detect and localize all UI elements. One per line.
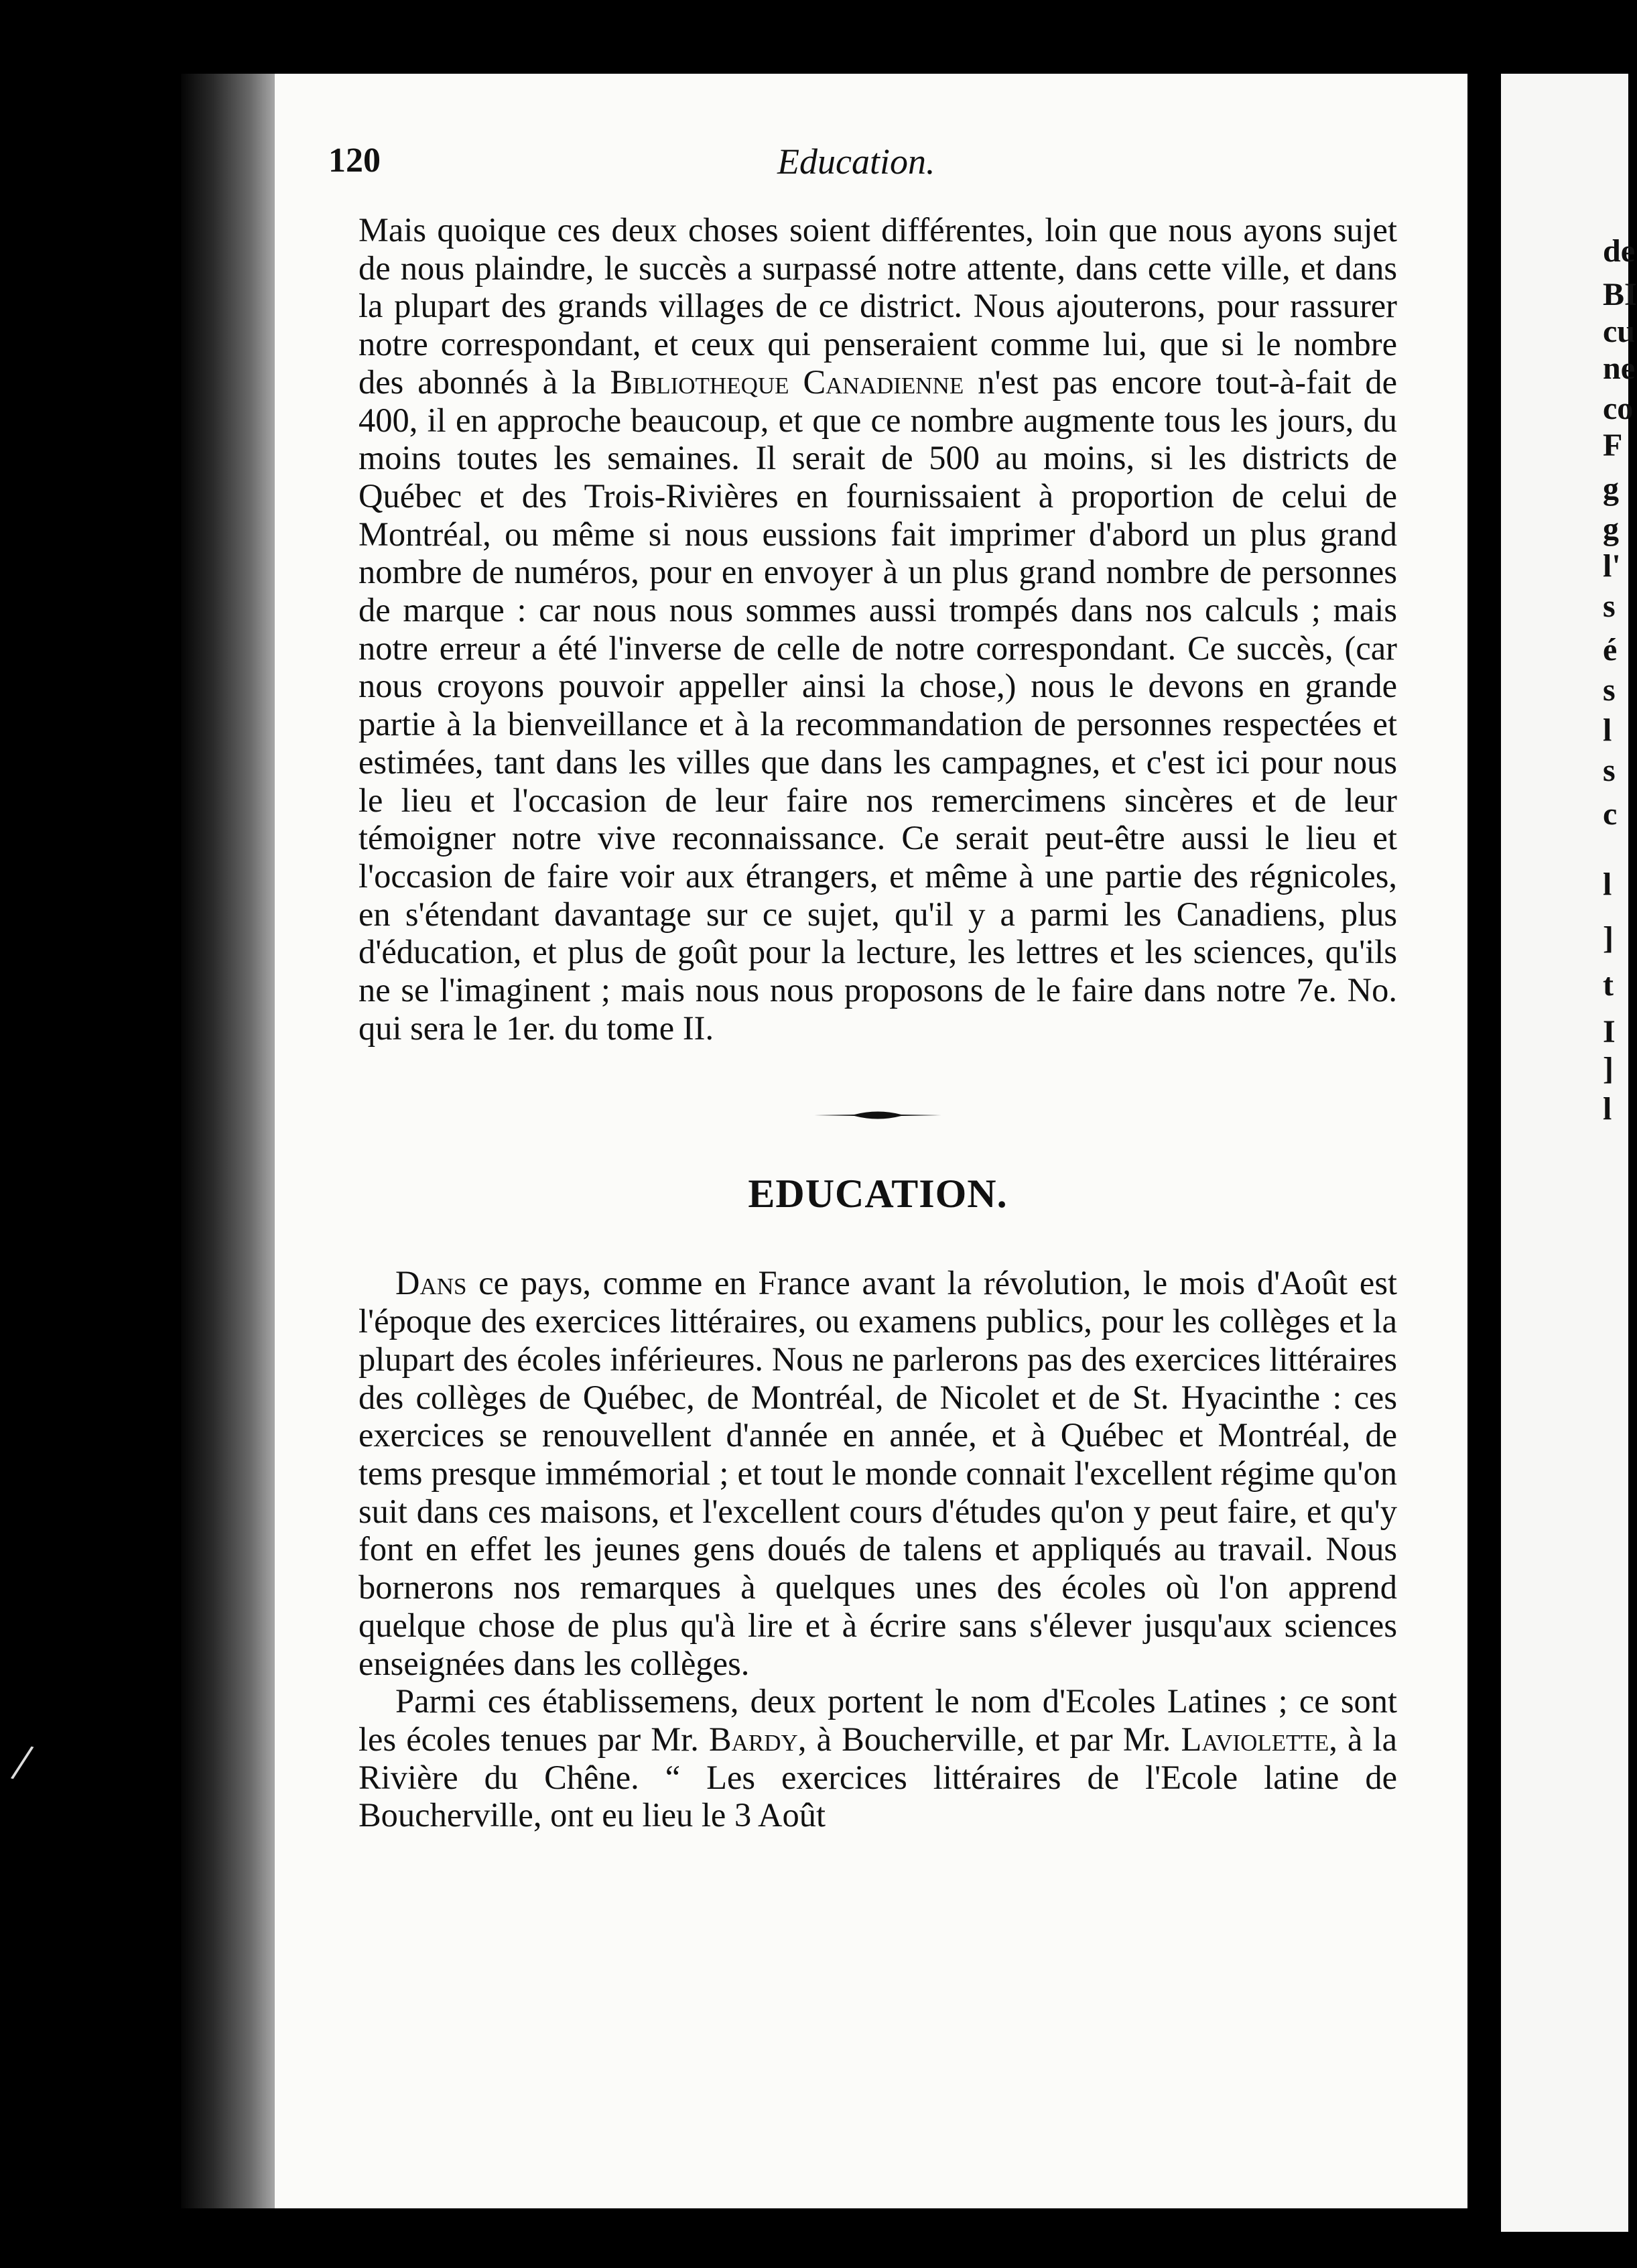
facing-page-fragment: F (1603, 428, 1623, 463)
publication-name: Bibliotheque Canadienne (610, 363, 964, 401)
continued-paragraph (358, 211, 1397, 1047)
section-title: EDUCATION. (748, 1172, 1008, 1216)
facing-page-fragment: cu (1603, 314, 1635, 349)
book-page (275, 74, 1467, 2208)
page-body (358, 211, 1397, 1834)
page-number: 120 (328, 141, 381, 180)
paragraph-text-part-a: Parmi ces établissemens, deux portent le nom d'Ecoles Latines ; ce sont les écoles tenues par Mr. (358, 1682, 1397, 1758)
facing-page-fragment: l (1603, 1091, 1612, 1127)
ornamental-divider (814, 1107, 941, 1123)
facing-page-fragment: g (1603, 511, 1619, 547)
facing-page-fragment: de (1603, 233, 1635, 269)
facing-page-fragment: BI (1603, 277, 1637, 312)
section-paragraph-1 (358, 1264, 1397, 1682)
facing-page-fragment: ] (1603, 920, 1614, 956)
facing-page-fragment: g (1603, 471, 1619, 507)
page-header (328, 141, 1414, 201)
facing-page-fragment: t (1603, 967, 1614, 1003)
facing-page-fragment: s (1603, 753, 1616, 788)
paragraph (358, 211, 1397, 1047)
facing-page-fragment: ] (1603, 1051, 1614, 1086)
facing-page-fragment: ne (1603, 351, 1635, 386)
facing-page-fragment: l (1603, 712, 1612, 748)
book-binding-gutter (181, 74, 288, 2208)
facing-page-fragment: l (1603, 867, 1612, 902)
person-name-bardy: Bardy (708, 1720, 798, 1758)
facing-page-fragment: l' (1603, 548, 1621, 584)
stray-mark: / (7, 1732, 37, 1793)
paragraph-text-part-b: , à Boucherville, et par Mr. (797, 1720, 1181, 1758)
paragraph-text-part-c: , à la Rivière du Chêne. “ Les exercices littéraires de l'Ecole latine de Boucherville, ont eu lieu le 3 Août (358, 1720, 1397, 1834)
person-name-laviolette: Laviolette (1181, 1720, 1329, 1758)
lead-word: Dans (395, 1264, 467, 1302)
paragraph-text: ce pays, comme en France avant la révolution, le mois d'Août est l'époque des exercices littéraires, ou examens publics, pour les collèges et la plupart des écoles inférieures. Nous ne parlerons pas des exercices littéraires des collèges de Québec, de Montréal, de Nicolet et de St. Hyacinthe : ces exercices se renouvellent d'année en année, et à Québec et Montréal, de tems presque immémorial ; et tout le monde connait l'excellent régime qu'on suit dans ces maisons, et l'excellent cours d'études qu'on y peut faire, et qu'y font en effet les jeunes gens doués de talens et appliqués au travail. Nous bornerons nos remarques à quelques unes des écoles où l'on apprend quelque chose de plus qu'à lire et à écrire sans s'élever jusqu'aux sciences enseignées dans les collèges. (358, 1264, 1397, 1682)
facing-page-fragment: s (1603, 588, 1616, 624)
paragraph-text-part-1: Mais quoique ces deux choses soient différentes, loin que nous ayons sujet de nous plaindre, le succès a surpassé notre attente, dans cette ville, et dans la plupart des grands villages de ce district. Nous ajouterons, pour rassurer notre correspondant, et ceux qui penseraient comme lui, que si le nombre des abonnés à la (358, 211, 1397, 401)
section-paragraph-2 (358, 1682, 1397, 1834)
facing-page-edge (1501, 74, 1637, 2232)
facing-page-fragment: I (1603, 1014, 1616, 1050)
facing-page-fragment: c (1603, 796, 1618, 832)
facing-page-fragment: s (1603, 672, 1616, 708)
facing-page-fragment: é (1603, 632, 1618, 668)
paragraph-text-part-2: n'est pas encore tout-à-fait de 400, il en approche beaucoup, et que ce nombre augmente tous les jours, du moins toutes les semaines. Il serait de 500 au moins, si les districts de Québec et des Trois-Rivières en fournissaient à proportion de celui de Montréal, ou même si nous eussions fait imprimer d'abord un plus grand nombre de numéros, pour en envoyer à un plus grand nombre de personnes de marque : car nous nous sommes aussi trompés dans nos calculs ; mais notre erreur a été l'inverse de celle de notre correspondant. Ce succès, (car nous croyons pouvoir appeller ainsi la chose,) nous le devons en grande partie à la bienveillance et à la recommandation de personnes respectées et estimées, tant dans les villes que dans les campagnes, et c'est ici pour nous le lieu et l'occasion de leur faire nos remercimens sincères et de leur témoigner notre vive reconnaissance. Ce serait peut-être aussi le lieu et l'occasion de faire voir aux étrangers, et même à une partie des régnicoles, en s'étendant davantage sur ce sujet, qu'il y a parmi les Canadiens, plus d'éducation, et plus de goût pour la lecture, les lettres et les sciences, qu'ils ne se l'imaginent ; mais nous nous proposons de le faire dans notre 7e. No. qui sera le 1er. du tome II. (358, 363, 1397, 1047)
running-head: Education. (777, 141, 935, 182)
facing-page-fragment: co (1603, 391, 1634, 426)
